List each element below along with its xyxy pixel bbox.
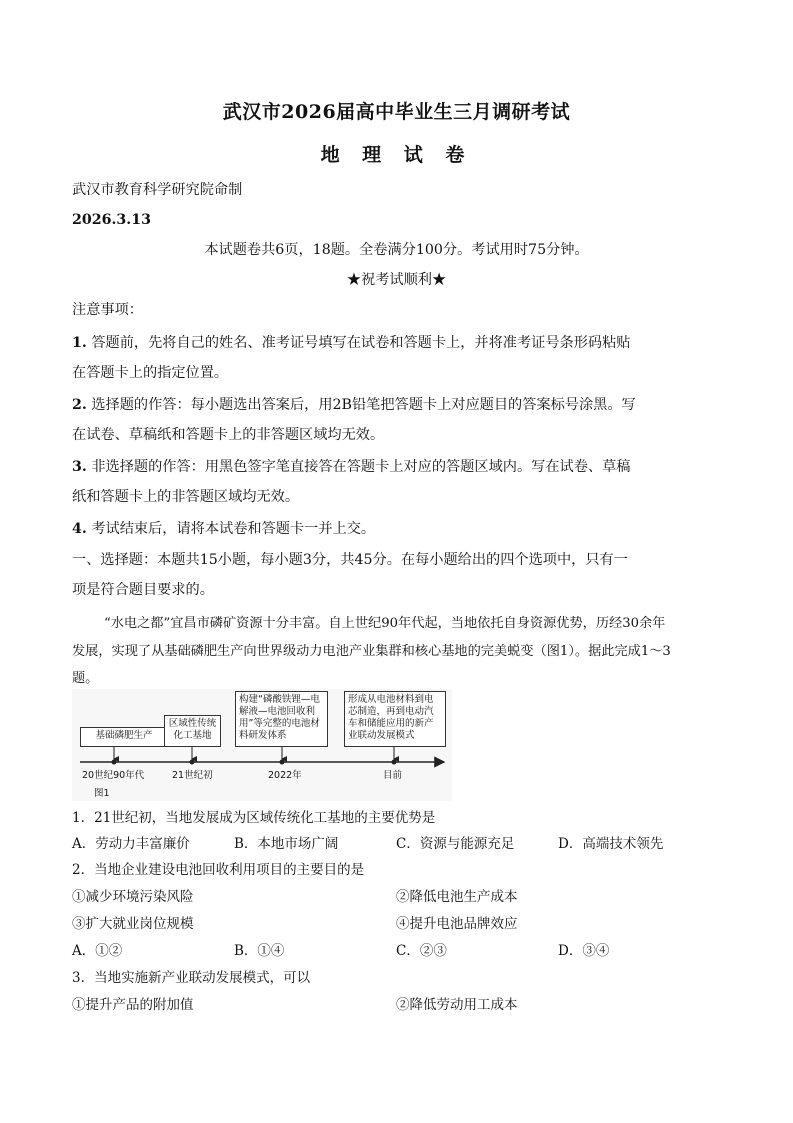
timeline-label-3: 2022年 xyxy=(268,770,302,781)
notice-item xyxy=(72,519,375,539)
issuer-text: 武汉市教育科学研究院命制 xyxy=(72,182,243,198)
timeline-figure xyxy=(72,689,452,801)
timeline-box-3: 构建“磷酸铁锂—电解液—电池回收利用”等完整的电池材料研发体系 xyxy=(235,691,328,747)
choice-item: ④提升电池品牌效应 xyxy=(396,916,518,932)
notice-number: 2. xyxy=(72,397,87,413)
timeline-label-4: 目前 xyxy=(383,770,403,781)
subject-title: 地 理 试 卷 xyxy=(320,144,473,166)
choice-item: ①减少环境污染风险 xyxy=(72,889,194,905)
choice-item: ①提升产品的附加值 xyxy=(72,997,194,1013)
option-b: B．本地市场广阔 xyxy=(234,836,339,852)
notice-item xyxy=(72,333,630,353)
section-heading: 一、选择题：本题共15小题，每小题3分，共45分。在每小题给出的四个选项中，只有一 xyxy=(72,552,628,568)
choice-item: ②降低劳动用工成本 xyxy=(396,997,518,1013)
timeline-box-2: 区域性传统化工基地 xyxy=(164,715,221,747)
option-c: C．资源与能源充足 xyxy=(396,836,515,852)
question-stem: 3．当地实施新产业联动发展模式，可以 xyxy=(72,970,311,986)
choice-item: ③扩大就业岗位规模 xyxy=(72,916,194,932)
notice-number: 3. xyxy=(72,459,87,475)
notice-number: 4. xyxy=(72,521,87,537)
notice-text: 答题前，先将自己的姓名、准考证号填写在试卷和答题卡上，并将准考证号条形码粘贴 xyxy=(91,335,631,351)
passage-text-end: 题。 xyxy=(72,671,99,686)
timeline-point-4 xyxy=(392,760,397,765)
timeline-point-3 xyxy=(280,760,285,765)
notice-item xyxy=(72,395,636,415)
notice-heading: 注意事项： xyxy=(72,302,143,318)
timeline-label-2: 21世纪初 xyxy=(172,770,213,781)
notice-text-cont: 纸和答题卡上的非答题区域均无效。 xyxy=(72,489,300,505)
notice-text: 选择题的作答：每小题选出答案后，用2B铅笔把答题卡上对应题目的答案标号涂黑。写 xyxy=(91,397,636,413)
option-a: A．①② xyxy=(72,943,123,959)
notice-text-cont: 在答题卡上的指定位置。 xyxy=(72,365,229,381)
option-a: A．劳动力丰富廉价 xyxy=(72,836,190,852)
question-stem: 2．当地企业建设电池回收利用项目的主要目的是 xyxy=(72,862,365,878)
timeline-label-1: 20世纪90年代 xyxy=(82,770,145,781)
option-b: B．①④ xyxy=(234,943,285,959)
option-c: C．②③ xyxy=(396,943,447,959)
choice-item: ②降低电池生产成本 xyxy=(396,889,518,905)
notice-text-cont: 在试卷、草稿纸和答题卡上的非答题区域均无效。 xyxy=(72,427,385,443)
passage-text-cont: 发展，实现了从基础磷肥生产向世界级动力电池产业集群和核心基地的完美蜕变（图1）。据此完成1～3 xyxy=(72,644,671,659)
timeline-point-2 xyxy=(190,760,195,765)
timeline-point-1 xyxy=(112,760,117,765)
notice-text: 考试结束后，请将本试卷和答题卡一并上交。 xyxy=(91,521,376,537)
notice-item xyxy=(72,457,630,477)
figure-caption: 图1 xyxy=(94,788,110,799)
exam-title: 武汉市2026届高中毕业生三月调研考试 xyxy=(222,101,571,123)
question-stem: 1．21世纪初，当地发展成为区域传统化工基地的主要优势是 xyxy=(72,810,436,826)
passage-text: “水电之都”宜昌市磷矿资源十分丰富。自上世纪90年代起，当地依托自身资源优势，历经30余年 xyxy=(104,616,666,631)
notice-number: 1. xyxy=(72,335,87,351)
timeline-box-4: 形成从电池材料到电芯制造，再到电动汽车和储能应用的新产业联动发展模式 xyxy=(344,691,446,747)
timeline-box-1: 基础磷肥生产 xyxy=(80,727,168,747)
option-d: D．高端技术领先 xyxy=(558,836,664,852)
section-heading-cont: 项是符合题目要求的。 xyxy=(72,582,214,598)
timeline-svg xyxy=(72,689,452,801)
notice-text: 非选择题的作答：用黑色签字笔直接答在答题卡上对应的答题区域内。写在试卷、草稿 xyxy=(91,459,631,475)
exam-date: 2026.3.13 xyxy=(72,212,151,228)
option-d: D．③④ xyxy=(558,943,610,959)
good-luck-text: ★祝考试顺利★ xyxy=(346,272,447,288)
exam-info: 本试题卷共6页，18题。全卷满分100分。考试用时75分钟。 xyxy=(204,242,589,258)
